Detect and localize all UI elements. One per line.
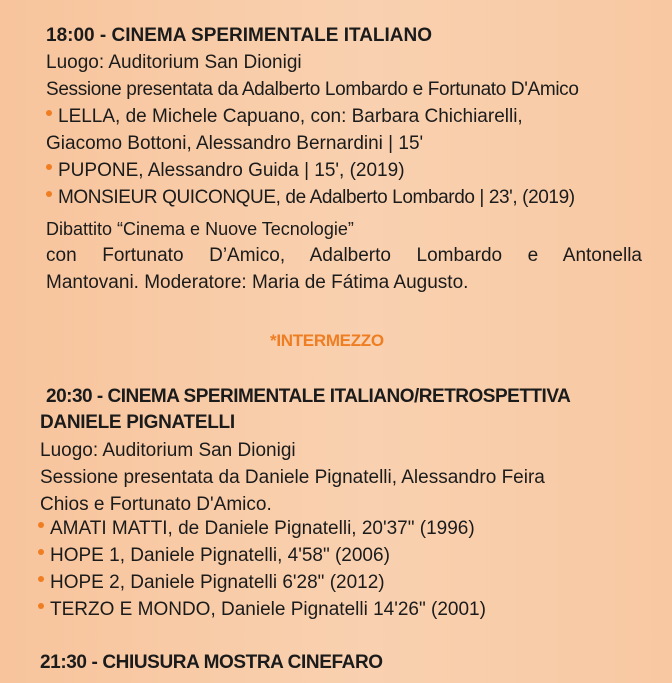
session-2-heading [46,386,570,408]
session-1-presenters: Sessione presentata da Adalberto Lombardo e Fortunato D'Amico [46,79,579,100]
bullet-icon [46,164,52,170]
session-1-time: 18:00 [46,25,95,46]
session-1-film-item: PUPONE, Alessandro Guida | 15', (2019) [46,160,405,182]
session-2-presenters-cont: Chios e Fortunato D'Amico. [40,494,272,515]
session-2-location: Luogo: Auditorium San Dionigi [40,440,296,461]
session-1-film-item-cont: Giacomo Bottoni, Alessandro Bernardini | 15' [46,133,424,154]
debate-moderator: Mantovani. Moderatore: Maria de Fátima Augusto. [46,272,469,293]
session-1-title: CINEMA SPERIMENTALE ITALIANO [111,25,433,46]
bullet-icon [38,603,44,609]
bullet-icon [38,549,44,555]
intermezzo-label: *INTERMEZZO [270,331,384,350]
session-2-film-item: TERZO E MONDO, Daniele Pignatelli 14'26" (2001) [38,599,486,621]
session-1-location: Luogo: Auditorium San Dionigi [46,52,302,73]
session-2-time: 20:30 [46,386,93,407]
session-2-film-item: HOPE 1, Daniele Pignatelli, 4'58" (2006) [38,545,390,567]
bullet-icon [46,110,52,116]
debate-participants: con Fortunato D’Amico, Adalberto Lombardo e Antonella [46,245,642,266]
session-2-dash: - [96,386,103,407]
debate-title: Dibattito “Cinema e Nuove Tecnologie” [46,219,354,239]
session-3-dash: - [91,652,98,673]
session-3-heading [40,652,383,674]
session-1-film-item: LELLA, de Michele Capuano, con: Barbara Chichiarelli, [46,106,523,128]
session-2-heading-line2: DANIELE PIGNATELLI [40,412,235,433]
bullet-icon [46,191,52,197]
bullet-icon [38,522,44,528]
session-2-film-item: AMATI MATTI, de Daniele Pignatelli, 20'37" (1996) [38,518,475,540]
session-3-time: 21:30 [40,652,87,673]
session-2-title: CINEMA SPERIMENTALE ITALIANO/RETROSPETTIVA [107,386,571,407]
session-1-dash: - [99,25,107,46]
session-3-title: CHIUSURA MOSTRA CINEFARO [102,652,383,673]
session-2-presenters: Sessione presentata da Daniele Pignatelli, Alessandro Feira [40,467,545,488]
session-2-film-item: HOPE 2, Daniele Pignatelli 6'28" (2012) [38,572,385,594]
bullet-icon [38,576,44,582]
session-1-heading [46,25,432,47]
session-1-film-item: MONSIEUR QUICONQUE, de Adalberto Lombardo | 23', (2019) [46,187,575,209]
